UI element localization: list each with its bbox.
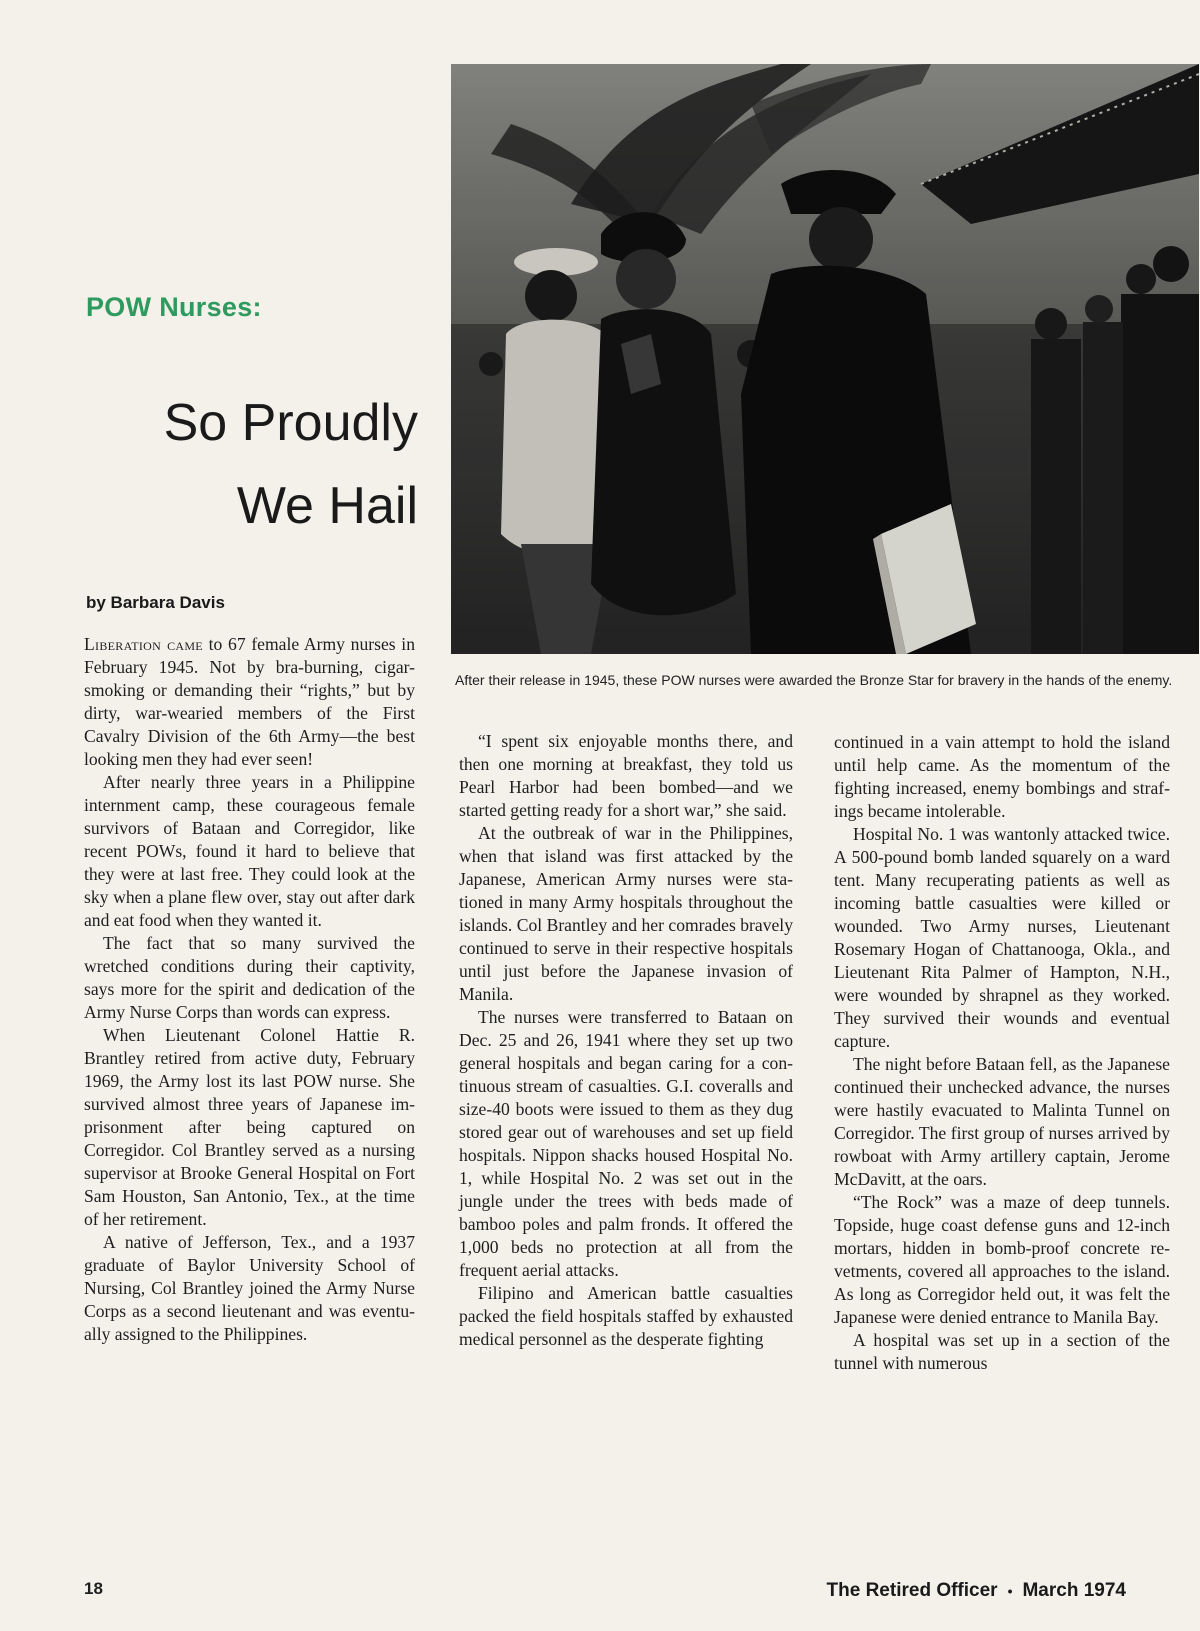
paragraph [84,633,415,771]
running-footer [827,1580,1126,1602]
footer-separator: • [1007,1582,1013,1599]
byline: by Barbara Davis [86,593,225,612]
paragraph-text: to 67 female Army nurses in February 1945. Not by bra-burning, cigar-smoking or demanding their “rights,” but by dirty, war-wearied members of the First Cavalry Division of the 6th Army—the best looking men they had ever seen! [84,634,415,769]
paragraph: continued in a vain attempt to hold the island until help came. As the momentum of the fighting increased, enemy bombings and strafings became intolerable. [834,732,1170,821]
issue-date: March 1974 [1022,1580,1126,1601]
paragraph: The fact that so many survived the wretched conditions during their captivity, says more for the spirit and dedication of the Army Nurse Corps than words can express. [84,933,415,1022]
page-number: 18 [84,1579,103,1598]
article-kicker: POW Nurses: [86,292,262,322]
photo-illustration [451,64,1199,654]
paragraph: At the outbreak of war in the Philippines, when that island was first attacked by the Japanese, American Army nurses were stationed in many Army hospitals throughout the islands. Col Brantley and her comrades bravely continued to serve in their respective hospitals until just before the Japanese invasion of Manila. [459,823,793,1004]
paragraph: The night before Bataan fell, as the Japanese continued their unchecked advance, the nurses were hastily evacuated to Malinta Tunnel on Corregidor. The first group of nurses arrived by rowboat with Army artillery captain, Jerome McDavitt, at the oars. [834,1054,1170,1189]
text-column-2 [459,730,793,1351]
article-title-line-2: We Hail [236,477,418,535]
paragraph: “The Rock” was a maze of deep tunnels. Topside, huge coast defense guns and 12-inch mortars, hidden in bomb-proof concrete revetments, covered all approaches to the island. As long as Corregidor held out, it was felt the Japanese were denied entrance to Manila Bay. [834,1192,1170,1327]
nurses-award-photo [451,64,1199,654]
publication-name: The Retired Officer [826,1580,998,1601]
text-column-1 [84,633,415,1346]
text-column-3 [834,731,1170,1375]
paragraph: The nurses were transferred to Bataan on Dec. 25 and 26, 1941 where they set up two general hospitals and began caring for a continuous stream of casualties. G.I. coveralls and size-40 boots were issued to them as they dug stored gear out of warehouses and set up field hospitals. Nippon shacks housed Hospital No. 1, while Hospital No. 2 was set out in the jungle under the trees with beds made of bamboo poles and palm fronds. It offered the 1,000 beds no protection at all from the frequent aerial attacks. [459,1007,793,1280]
paragraph: When Lieutenant Colonel Hattie R. Brantley retired from active duty, February 1969, the Army lost its last POW nurse. She survived almost three years of Japanese imprisonment after being captured on Corregidor. Col Brantley served as a nursing supervisor at Brooke General Hospital on Fort Sam Houston, San Antonio, Tex., at the time of her retirement. [84,1025,415,1229]
article-title-line-1: So Proudly [163,394,418,452]
paragraph: Filipino and American battle casualties packed the field hospitals staffed by exhausted medical personnel as the desperate fighting [459,1283,793,1349]
photo-caption: After their release in 1945, these POW nurses were awarded the Bronze Star for bravery in the hands of the enemy. [455,672,1173,688]
lead-in-smallcaps: Liberation came [84,634,203,654]
paragraph: “I spent six enjoyable months there, and then one morning at breakfast, they told us Pearl Harbor had been bombed—and we started getting ready for a short war,” she said. [459,731,793,820]
paragraph: A hospital was set up in a section of the tunnel with numerous [834,1330,1170,1373]
paragraph: After nearly three years in a Philippine internment camp, these courageous female survivors of Bataan and Corregidor, like recent POWs, found it hard to believe that they were at last free. They could look at the sky when a plane flew over, stay out after dark and eat food when they wanted it. [84,772,415,930]
paragraph: A native of Jefferson, Tex., and a 1937 graduate of Baylor University School of Nursing, Col Brantley joined the Army Nurse Corps as a second lieutenant and was eventually assigned to the Philippines. [84,1232,415,1344]
paragraph: Hospital No. 1 was wantonly attacked twice. A 500-pound bomb landed squarely on a ward tent. Many recuperating patients as well as incoming battle casualties were killed or wounded. Two Army nurses, Lieutenant Rosemary Hogan of Chattanooga, Okla., and Lieutenant Rita Palmer of Hampton, N.H., were wounded by shrapnel as they worked. They survived their wounds and eventual capture. [834,824,1170,1051]
